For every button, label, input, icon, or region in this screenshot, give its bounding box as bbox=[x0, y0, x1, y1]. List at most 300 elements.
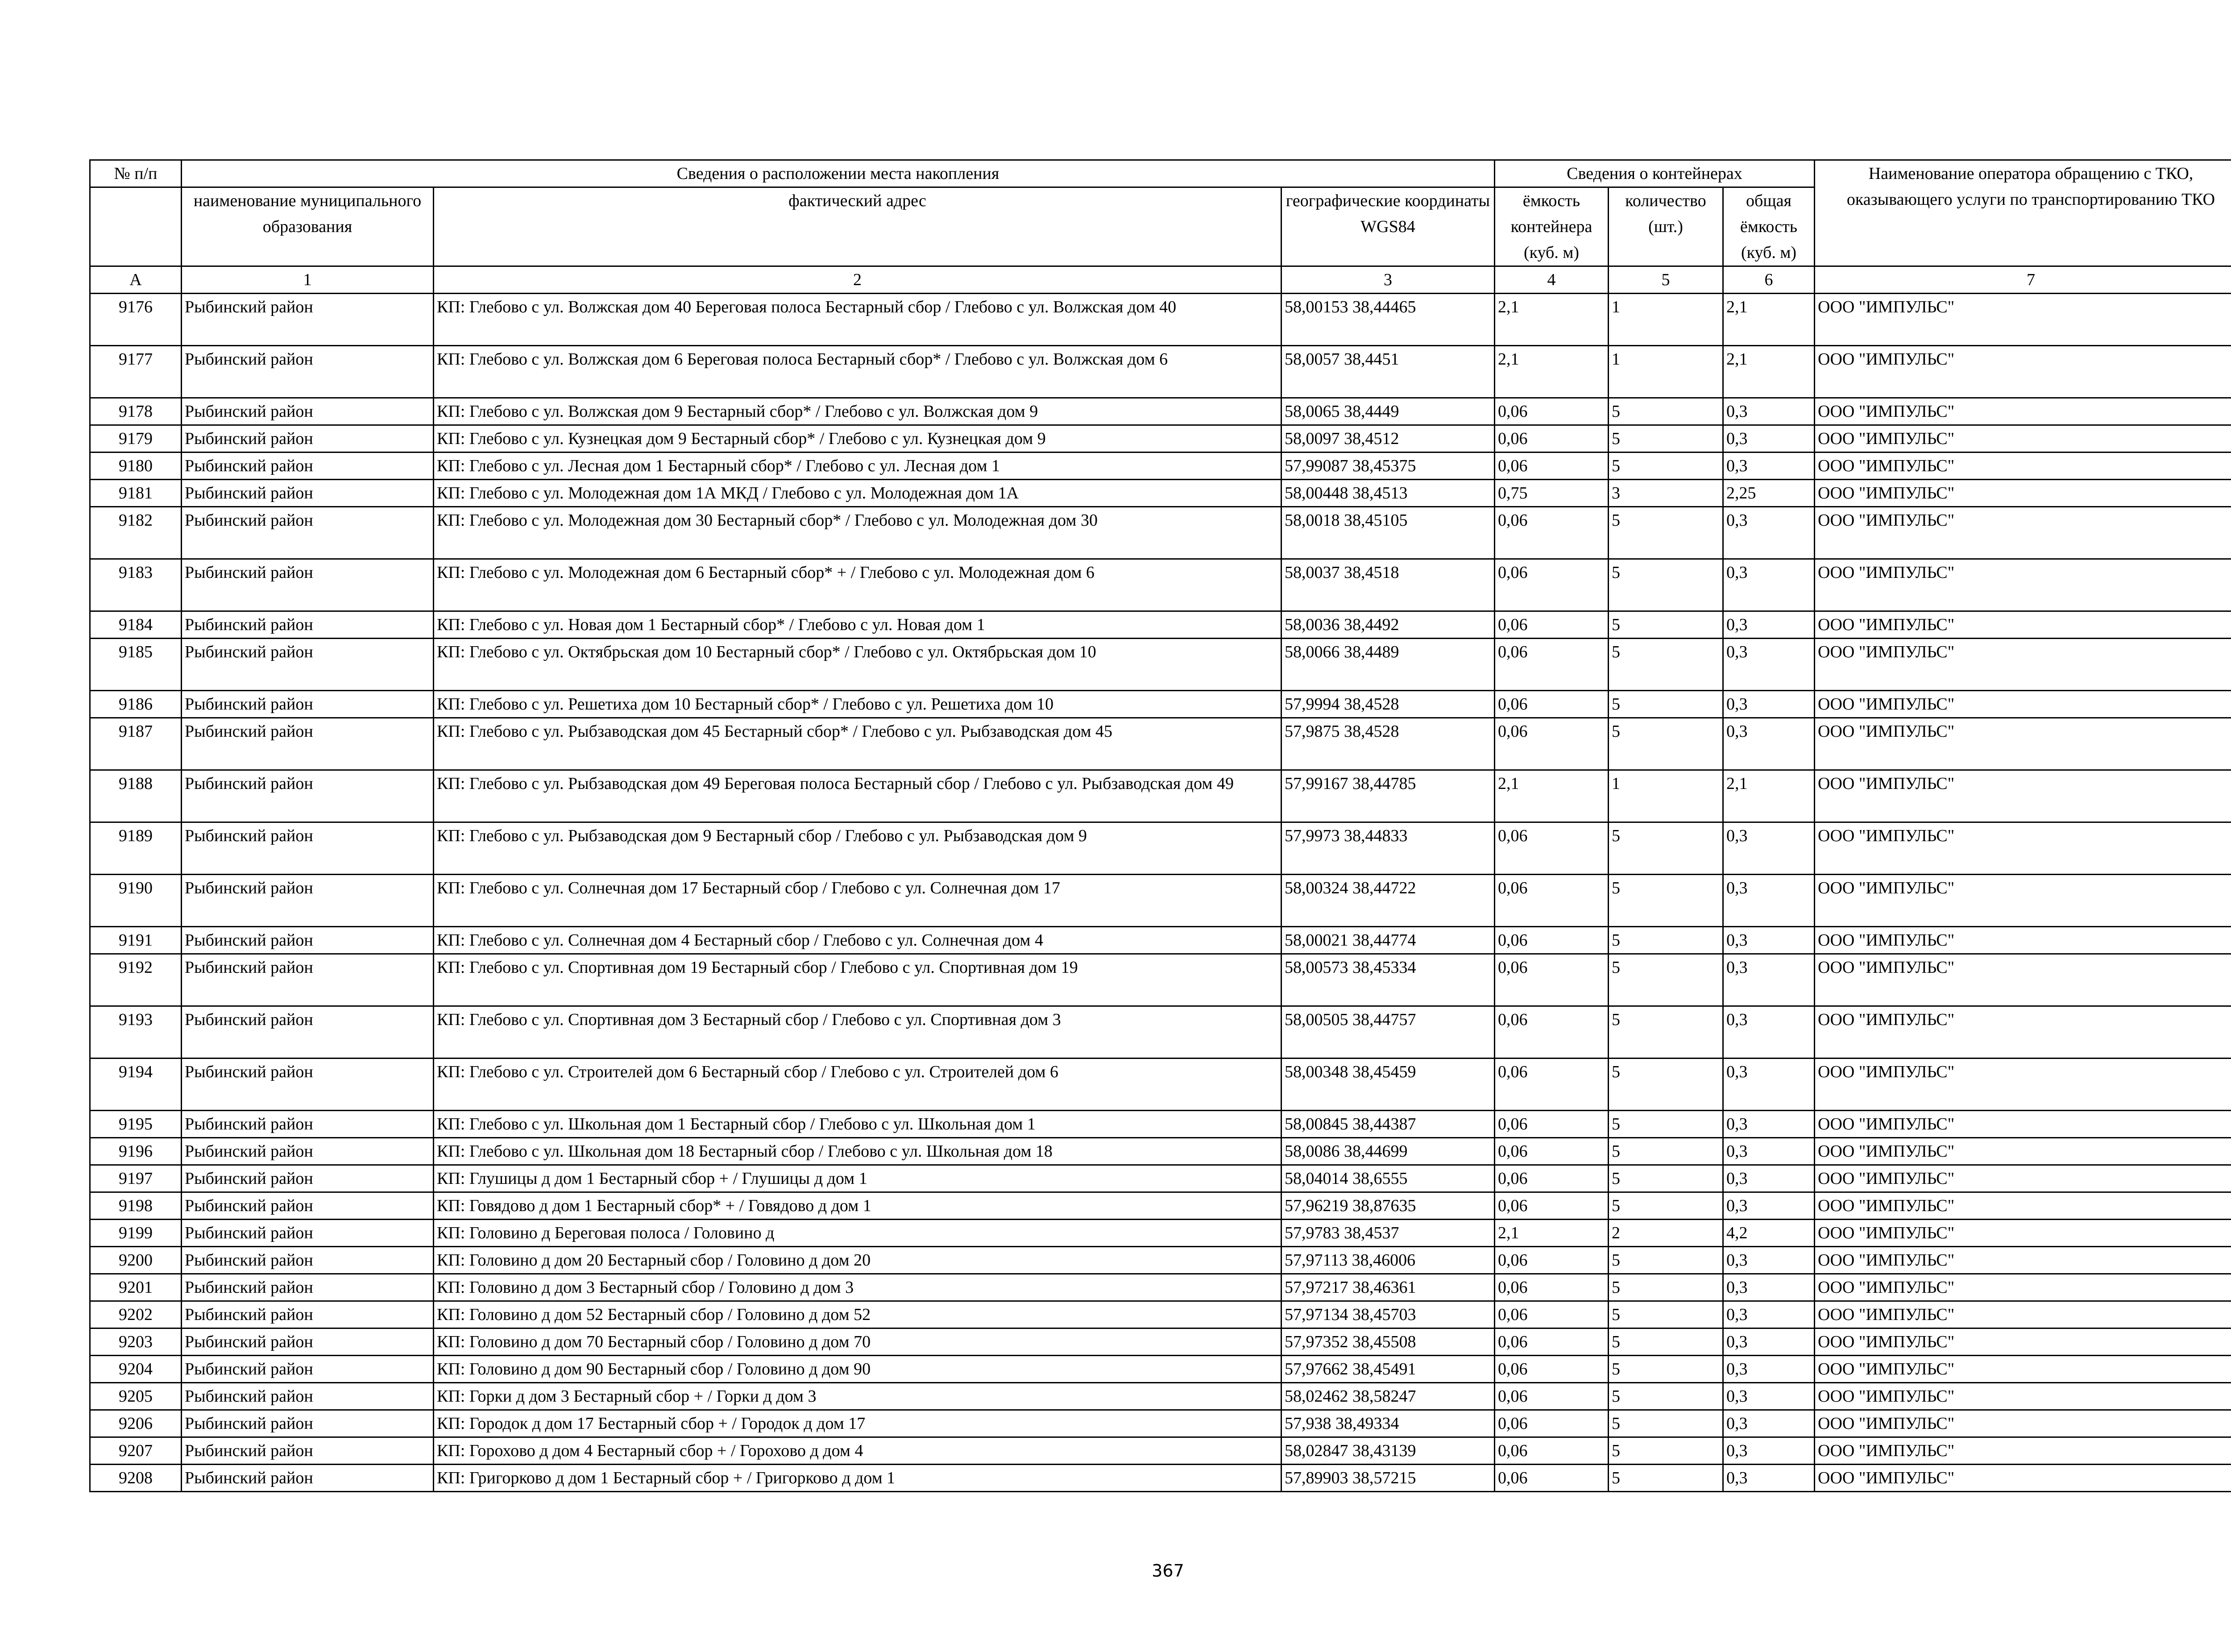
operator-cell: ООО "ИМПУЛЬС" bbox=[1815, 346, 2231, 398]
table-row bbox=[90, 346, 2231, 398]
table-row bbox=[90, 1437, 2231, 1465]
count-cell: 5 bbox=[1609, 1138, 1723, 1165]
waste-site-register-table bbox=[89, 159, 2231, 1492]
total-cell: 2,25 bbox=[1723, 480, 1815, 507]
count-cell: 5 bbox=[1609, 1058, 1723, 1111]
address-cell: КП: Глебово с ул. Рыбзаводская дом 9 Бестарный сбор / Глебово с ул. Рыбзаводская дом 9 bbox=[434, 822, 1281, 875]
column-index: 7 bbox=[1815, 266, 2231, 294]
total-cell: 0,3 bbox=[1723, 1111, 1815, 1138]
header-total: общая ёмкость (куб. м) bbox=[1723, 187, 1815, 266]
count-cell: 5 bbox=[1609, 691, 1723, 718]
total-cell: 0,3 bbox=[1723, 1138, 1815, 1165]
capacity-cell: 0,06 bbox=[1495, 822, 1609, 875]
operator-cell: ООО "ИМПУЛЬС" bbox=[1815, 398, 2231, 425]
table-row bbox=[90, 954, 2231, 1006]
header-location-group: Сведения о расположении места накопления bbox=[182, 160, 1495, 187]
capacity-cell: 0,06 bbox=[1495, 398, 1609, 425]
count-cell: 5 bbox=[1609, 611, 1723, 639]
total-cell: 0,3 bbox=[1723, 1383, 1815, 1410]
operator-cell: ООО "ИМПУЛЬС" bbox=[1815, 480, 2231, 507]
table-row bbox=[90, 1465, 2231, 1492]
count-cell: 5 bbox=[1609, 1301, 1723, 1328]
capacity-cell: 2,1 bbox=[1495, 346, 1609, 398]
operator-cell: ООО "ИМПУЛЬС" bbox=[1815, 1111, 2231, 1138]
coords-cell: 58,0036 38,4492 bbox=[1281, 611, 1495, 639]
municipality-cell: Рыбинский район bbox=[182, 507, 434, 559]
row-number: 9183 bbox=[90, 559, 182, 611]
coords-cell: 57,96219 38,87635 bbox=[1281, 1192, 1495, 1220]
total-cell: 0,3 bbox=[1723, 1192, 1815, 1220]
coords-cell: 58,0018 38,45105 bbox=[1281, 507, 1495, 559]
address-cell: КП: Головино д дом 20 Бестарный сбор / Головино д дом 20 bbox=[434, 1247, 1281, 1274]
row-number: 9200 bbox=[90, 1247, 182, 1274]
table-row bbox=[90, 507, 2231, 559]
address-cell: КП: Головино д дом 52 Бестарный сбор / Головино д дом 52 bbox=[434, 1301, 1281, 1328]
address-cell: КП: Глебово с ул. Солнечная дом 4 Бестарный сбор / Глебово с ул. Солнечная дом 4 bbox=[434, 927, 1281, 954]
count-cell: 5 bbox=[1609, 1356, 1723, 1383]
row-number: 9195 bbox=[90, 1111, 182, 1138]
municipality-cell: Рыбинский район bbox=[182, 1328, 434, 1356]
coords-cell: 58,0037 38,4518 bbox=[1281, 559, 1495, 611]
address-cell: КП: Глебово с ул. Молодежная дом 1А МКД / Глебово с ул. Молодежная дом 1А bbox=[434, 480, 1281, 507]
coords-cell: 57,9875 38,4528 bbox=[1281, 718, 1495, 770]
table-body bbox=[90, 294, 2231, 1492]
operator-cell: ООО "ИМПУЛЬС" bbox=[1815, 294, 2231, 346]
table-row bbox=[90, 1058, 2231, 1111]
capacity-cell: 0,06 bbox=[1495, 875, 1609, 927]
address-cell: КП: Горохово д дом 4 Бестарный сбор + / Горохово д дом 4 bbox=[434, 1437, 1281, 1465]
coords-cell: 57,99167 38,44785 bbox=[1281, 770, 1495, 822]
column-index-row bbox=[90, 266, 2231, 294]
municipality-cell: Рыбинский район bbox=[182, 822, 434, 875]
coords-cell: 58,00505 38,44757 bbox=[1281, 1006, 1495, 1058]
total-cell: 0,3 bbox=[1723, 1410, 1815, 1437]
coords-cell: 58,00348 38,45459 bbox=[1281, 1058, 1495, 1111]
table-row bbox=[90, 1328, 2231, 1356]
municipality-cell: Рыбинский район bbox=[182, 559, 434, 611]
column-index: А bbox=[90, 266, 182, 294]
coords-cell: 58,04014 38,6555 bbox=[1281, 1165, 1495, 1192]
municipality-cell: Рыбинский район bbox=[182, 1058, 434, 1111]
capacity-cell: 0,75 bbox=[1495, 480, 1609, 507]
total-cell: 2,1 bbox=[1723, 294, 1815, 346]
count-cell: 5 bbox=[1609, 452, 1723, 480]
count-cell: 5 bbox=[1609, 1006, 1723, 1058]
address-cell: КП: Городок д дом 17 Бестарный сбор + / Городок д дом 17 bbox=[434, 1410, 1281, 1437]
total-cell: 0,3 bbox=[1723, 875, 1815, 927]
operator-cell: ООО "ИМПУЛЬС" bbox=[1815, 1165, 2231, 1192]
coords-cell: 57,99087 38,45375 bbox=[1281, 452, 1495, 480]
address-cell: КП: Глебово с ул. Волжская дом 6 Береговая полоса Бестарный сбор* / Глебово с ул. Волжская дом 6 bbox=[434, 346, 1281, 398]
address-cell: КП: Глебово с ул. Новая дом 1 Бестарный сбор* / Глебово с ул. Новая дом 1 bbox=[434, 611, 1281, 639]
table-row bbox=[90, 718, 2231, 770]
total-cell: 0,3 bbox=[1723, 1328, 1815, 1356]
column-index: 3 bbox=[1281, 266, 1495, 294]
table-row bbox=[90, 425, 2231, 452]
address-cell: КП: Глебово с ул. Кузнецкая дом 9 Бестарный сбор* / Глебово с ул. Кузнецкая дом 9 bbox=[434, 425, 1281, 452]
municipality-cell: Рыбинский район bbox=[182, 1220, 434, 1247]
total-cell: 0,3 bbox=[1723, 1247, 1815, 1274]
coords-cell: 58,00448 38,4513 bbox=[1281, 480, 1495, 507]
row-number: 9192 bbox=[90, 954, 182, 1006]
header-num-blank bbox=[90, 187, 182, 266]
row-number: 9198 bbox=[90, 1192, 182, 1220]
table-row bbox=[90, 1274, 2231, 1301]
total-cell: 0,3 bbox=[1723, 611, 1815, 639]
total-cell: 0,3 bbox=[1723, 1437, 1815, 1465]
coords-cell: 58,00324 38,44722 bbox=[1281, 875, 1495, 927]
total-cell: 0,3 bbox=[1723, 1356, 1815, 1383]
total-cell: 0,3 bbox=[1723, 1274, 1815, 1301]
table-row bbox=[90, 398, 2231, 425]
table-row bbox=[90, 1301, 2231, 1328]
row-number: 9188 bbox=[90, 770, 182, 822]
count-cell: 5 bbox=[1609, 559, 1723, 611]
coords-cell: 57,89903 38,57215 bbox=[1281, 1465, 1495, 1492]
operator-cell: ООО "ИМПУЛЬС" bbox=[1815, 1383, 2231, 1410]
capacity-cell: 0,06 bbox=[1495, 691, 1609, 718]
capacity-cell: 0,06 bbox=[1495, 927, 1609, 954]
row-number: 9208 bbox=[90, 1465, 182, 1492]
total-cell: 2,1 bbox=[1723, 346, 1815, 398]
table-row bbox=[90, 770, 2231, 822]
row-number: 9196 bbox=[90, 1138, 182, 1165]
total-cell: 4,2 bbox=[1723, 1220, 1815, 1247]
coords-cell: 57,938 38,49334 bbox=[1281, 1410, 1495, 1437]
total-cell: 2,1 bbox=[1723, 770, 1815, 822]
municipality-cell: Рыбинский район bbox=[182, 1465, 434, 1492]
capacity-cell: 0,06 bbox=[1495, 425, 1609, 452]
coords-cell: 57,97134 38,45703 bbox=[1281, 1301, 1495, 1328]
table-row bbox=[90, 1220, 2231, 1247]
municipality-cell: Рыбинский район bbox=[182, 1410, 434, 1437]
capacity-cell: 0,06 bbox=[1495, 1138, 1609, 1165]
municipality-cell: Рыбинский район bbox=[182, 425, 434, 452]
capacity-cell: 0,06 bbox=[1495, 1006, 1609, 1058]
capacity-cell: 0,06 bbox=[1495, 507, 1609, 559]
capacity-cell: 0,06 bbox=[1495, 1410, 1609, 1437]
total-cell: 0,3 bbox=[1723, 1165, 1815, 1192]
row-number: 9179 bbox=[90, 425, 182, 452]
coords-cell: 58,00021 38,44774 bbox=[1281, 927, 1495, 954]
capacity-cell: 0,06 bbox=[1495, 1247, 1609, 1274]
municipality-cell: Рыбинский район bbox=[182, 1006, 434, 1058]
table-row bbox=[90, 452, 2231, 480]
column-index: 4 bbox=[1495, 266, 1609, 294]
capacity-cell: 0,06 bbox=[1495, 1437, 1609, 1465]
column-index: 1 bbox=[182, 266, 434, 294]
operator-cell: ООО "ИМПУЛЬС" bbox=[1815, 1006, 2231, 1058]
municipality-cell: Рыбинский район bbox=[182, 718, 434, 770]
coords-cell: 58,0065 38,4449 bbox=[1281, 398, 1495, 425]
register-sheet bbox=[89, 159, 2231, 1492]
coords-cell: 57,9973 38,44833 bbox=[1281, 822, 1495, 875]
table-row bbox=[90, 1111, 2231, 1138]
operator-cell: ООО "ИМПУЛЬС" bbox=[1815, 875, 2231, 927]
count-cell: 5 bbox=[1609, 1274, 1723, 1301]
table-row bbox=[90, 875, 2231, 927]
address-cell: КП: Глебово с ул. Молодежная дом 30 Бестарный сбор* / Глебово с ул. Молодежная дом 30 bbox=[434, 507, 1281, 559]
coords-cell: 58,0057 38,4451 bbox=[1281, 346, 1495, 398]
count-cell: 5 bbox=[1609, 507, 1723, 559]
operator-cell: ООО "ИМПУЛЬС" bbox=[1815, 718, 2231, 770]
table-row bbox=[90, 691, 2231, 718]
total-cell: 0,3 bbox=[1723, 398, 1815, 425]
address-cell: КП: Глебово с ул. Строителей дом 6 Бестарный сбор / Глебово с ул. Строителей дом 6 bbox=[434, 1058, 1281, 1111]
page-number: 367 bbox=[1152, 1561, 1184, 1581]
capacity-cell: 0,06 bbox=[1495, 954, 1609, 1006]
address-cell: КП: Головино д дом 90 Бестарный сбор / Головино д дом 90 bbox=[434, 1356, 1281, 1383]
coords-cell: 58,0086 38,44699 bbox=[1281, 1138, 1495, 1165]
municipality-cell: Рыбинский район bbox=[182, 1383, 434, 1410]
address-cell: КП: Глебово с ул. Лесная дом 1 Бестарный сбор* / Глебово с ул. Лесная дом 1 bbox=[434, 452, 1281, 480]
operator-cell: ООО "ИМПУЛЬС" bbox=[1815, 507, 2231, 559]
count-cell: 5 bbox=[1609, 1165, 1723, 1192]
count-cell: 5 bbox=[1609, 1192, 1723, 1220]
municipality-cell: Рыбинский район bbox=[182, 1165, 434, 1192]
count-cell: 5 bbox=[1609, 1247, 1723, 1274]
total-cell: 0,3 bbox=[1723, 718, 1815, 770]
column-index: 2 bbox=[434, 266, 1281, 294]
table-row bbox=[90, 611, 2231, 639]
column-index: 6 bbox=[1723, 266, 1815, 294]
count-cell: 5 bbox=[1609, 1328, 1723, 1356]
count-cell: 1 bbox=[1609, 346, 1723, 398]
capacity-cell: 0,06 bbox=[1495, 718, 1609, 770]
row-number: 9186 bbox=[90, 691, 182, 718]
address-cell: КП: Головино д дом 70 Бестарный сбор / Головино д дом 70 bbox=[434, 1328, 1281, 1356]
count-cell: 1 bbox=[1609, 294, 1723, 346]
operator-cell: ООО "ИМПУЛЬС" bbox=[1815, 1247, 2231, 1274]
row-number: 9206 bbox=[90, 1410, 182, 1437]
table-row bbox=[90, 1247, 2231, 1274]
row-number: 9190 bbox=[90, 875, 182, 927]
capacity-cell: 0,06 bbox=[1495, 1111, 1609, 1138]
coords-cell: 57,9994 38,4528 bbox=[1281, 691, 1495, 718]
row-number: 9191 bbox=[90, 927, 182, 954]
address-cell: КП: Глебово с ул. Школьная дом 1 Бестарный сбор / Глебово с ул. Школьная дом 1 bbox=[434, 1111, 1281, 1138]
operator-cell: ООО "ИМПУЛЬС" bbox=[1815, 1410, 2231, 1437]
count-cell: 5 bbox=[1609, 718, 1723, 770]
operator-cell: ООО "ИМПУЛЬС" bbox=[1815, 1274, 2231, 1301]
table-header bbox=[90, 160, 2231, 294]
address-cell: КП: Глебово с ул. Рыбзаводская дом 45 Бестарный сбор* / Глебово с ул. Рыбзаводская дом 45 bbox=[434, 718, 1281, 770]
header-address: фактический адрес bbox=[434, 187, 1281, 266]
address-cell: КП: Глебово с ул. Солнечная дом 17 Бестарный сбор / Глебово с ул. Солнечная дом 17 bbox=[434, 875, 1281, 927]
coords-cell: 58,02847 38,43139 bbox=[1281, 1437, 1495, 1465]
coords-cell: 58,0066 38,4489 bbox=[1281, 639, 1495, 691]
coords-cell: 57,97662 38,45491 bbox=[1281, 1356, 1495, 1383]
count-cell: 5 bbox=[1609, 875, 1723, 927]
row-number: 9187 bbox=[90, 718, 182, 770]
count-cell: 5 bbox=[1609, 954, 1723, 1006]
address-cell: КП: Григорково д дом 1 Бестарный сбор + / Григорково д дом 1 bbox=[434, 1465, 1281, 1492]
row-number: 9178 bbox=[90, 398, 182, 425]
row-number: 9189 bbox=[90, 822, 182, 875]
capacity-cell: 0,06 bbox=[1495, 559, 1609, 611]
municipality-cell: Рыбинский район bbox=[182, 452, 434, 480]
total-cell: 0,3 bbox=[1723, 1058, 1815, 1111]
capacity-cell: 2,1 bbox=[1495, 294, 1609, 346]
row-number: 9181 bbox=[90, 480, 182, 507]
row-number: 9182 bbox=[90, 507, 182, 559]
row-number: 9201 bbox=[90, 1274, 182, 1301]
header-capacity: ёмкость контейнера (куб. м) bbox=[1495, 187, 1609, 266]
capacity-cell: 0,06 bbox=[1495, 1058, 1609, 1111]
coords-cell: 58,00153 38,44465 bbox=[1281, 294, 1495, 346]
address-cell: КП: Глебово с ул. Октябрьская дом 10 Бестарный сбор* / Глебово с ул. Октябрьская дом 10 bbox=[434, 639, 1281, 691]
row-number: 9176 bbox=[90, 294, 182, 346]
row-number: 9203 bbox=[90, 1328, 182, 1356]
header-num: № п/п bbox=[90, 160, 182, 187]
capacity-cell: 2,1 bbox=[1495, 1220, 1609, 1247]
row-number: 9184 bbox=[90, 611, 182, 639]
municipality-cell: Рыбинский район bbox=[182, 1274, 434, 1301]
municipality-cell: Рыбинский район bbox=[182, 398, 434, 425]
municipality-cell: Рыбинский район bbox=[182, 346, 434, 398]
count-cell: 5 bbox=[1609, 1465, 1723, 1492]
address-cell: КП: Глебово с ул. Молодежная дом 6 Бестарный сбор* + / Глебово с ул. Молодежная дом 6 bbox=[434, 559, 1281, 611]
municipality-cell: Рыбинский район bbox=[182, 1437, 434, 1465]
coords-cell: 58,00573 38,45334 bbox=[1281, 954, 1495, 1006]
column-index: 5 bbox=[1609, 266, 1723, 294]
municipality-cell: Рыбинский район bbox=[182, 1356, 434, 1383]
operator-cell: ООО "ИМПУЛЬС" bbox=[1815, 639, 2231, 691]
coords-cell: 57,97113 38,46006 bbox=[1281, 1247, 1495, 1274]
municipality-cell: Рыбинский район bbox=[182, 294, 434, 346]
address-cell: КП: Глебово с ул. Школьная дом 18 Бестарный сбор / Глебово с ул. Школьная дом 18 bbox=[434, 1138, 1281, 1165]
count-cell: 5 bbox=[1609, 425, 1723, 452]
capacity-cell: 0,06 bbox=[1495, 1192, 1609, 1220]
address-cell: КП: Глебово с ул. Рыбзаводская дом 49 Береговая полоса Бестарный сбор / Глебово с ул. Рыбзаводская дом 49 bbox=[434, 770, 1281, 822]
municipality-cell: Рыбинский район bbox=[182, 927, 434, 954]
operator-cell: ООО "ИМПУЛЬС" bbox=[1815, 559, 2231, 611]
operator-cell: ООО "ИМПУЛЬС" bbox=[1815, 954, 2231, 1006]
municipality-cell: Рыбинский район bbox=[182, 1111, 434, 1138]
table-row bbox=[90, 1192, 2231, 1220]
municipality-cell: Рыбинский район bbox=[182, 1301, 434, 1328]
coords-cell: 58,02462 38,58247 bbox=[1281, 1383, 1495, 1410]
municipality-cell: Рыбинский район bbox=[182, 1247, 434, 1274]
address-cell: КП: Глебово с ул. Решетиха дом 10 Бестарный сбор* / Глебово с ул. Решетиха дом 10 bbox=[434, 691, 1281, 718]
coords-cell: 57,97217 38,46361 bbox=[1281, 1274, 1495, 1301]
address-cell: КП: Головино д дом 3 Бестарный сбор / Головино д дом 3 bbox=[434, 1274, 1281, 1301]
row-number: 9197 bbox=[90, 1165, 182, 1192]
coords-cell: 58,0097 38,4512 bbox=[1281, 425, 1495, 452]
capacity-cell: 2,1 bbox=[1495, 770, 1609, 822]
header-coords: географические координаты WGS84 bbox=[1281, 187, 1495, 266]
total-cell: 0,3 bbox=[1723, 507, 1815, 559]
operator-cell: ООО "ИМПУЛЬС" bbox=[1815, 770, 2231, 822]
row-number: 9202 bbox=[90, 1301, 182, 1328]
capacity-cell: 0,06 bbox=[1495, 639, 1609, 691]
header-count: количество (шт.) bbox=[1609, 187, 1723, 266]
count-cell: 5 bbox=[1609, 1410, 1723, 1437]
municipality-cell: Рыбинский район bbox=[182, 875, 434, 927]
table-row bbox=[90, 1356, 2231, 1383]
total-cell: 0,3 bbox=[1723, 691, 1815, 718]
operator-cell: ООО "ИМПУЛЬС" bbox=[1815, 452, 2231, 480]
municipality-cell: Рыбинский район bbox=[182, 691, 434, 718]
municipality-cell: Рыбинский район bbox=[182, 611, 434, 639]
address-cell: КП: Глебово с ул. Волжская дом 40 Береговая полоса Бестарный сбор / Глебово с ул. Волжская дом 40 bbox=[434, 294, 1281, 346]
operator-cell: ООО "ИМПУЛЬС" bbox=[1815, 822, 2231, 875]
address-cell: КП: Глушицы д дом 1 Бестарный сбор + / Глушицы д дом 1 bbox=[434, 1165, 1281, 1192]
operator-cell: ООО "ИМПУЛЬС" bbox=[1815, 1465, 2231, 1492]
header-operator: Наименование оператора обращению с ТКО, оказывающего услуги по транспортированию ТКО bbox=[1815, 160, 2231, 266]
capacity-cell: 0,06 bbox=[1495, 1356, 1609, 1383]
row-number: 9194 bbox=[90, 1058, 182, 1111]
total-cell: 0,3 bbox=[1723, 639, 1815, 691]
operator-cell: ООО "ИМПУЛЬС" bbox=[1815, 1328, 2231, 1356]
operator-cell: ООО "ИМПУЛЬС" bbox=[1815, 1192, 2231, 1220]
table-row bbox=[90, 559, 2231, 611]
row-number: 9180 bbox=[90, 452, 182, 480]
total-cell: 0,3 bbox=[1723, 822, 1815, 875]
total-cell: 0,3 bbox=[1723, 1465, 1815, 1492]
row-number: 9207 bbox=[90, 1437, 182, 1465]
count-cell: 5 bbox=[1609, 1111, 1723, 1138]
count-cell: 5 bbox=[1609, 1383, 1723, 1410]
count-cell: 1 bbox=[1609, 770, 1723, 822]
table-row bbox=[90, 822, 2231, 875]
coords-cell: 57,9783 38,4537 bbox=[1281, 1220, 1495, 1247]
capacity-cell: 0,06 bbox=[1495, 611, 1609, 639]
operator-cell: ООО "ИМПУЛЬС" bbox=[1815, 611, 2231, 639]
total-cell: 0,3 bbox=[1723, 452, 1815, 480]
operator-cell: ООО "ИМПУЛЬС" bbox=[1815, 425, 2231, 452]
count-cell: 5 bbox=[1609, 1437, 1723, 1465]
table-row bbox=[90, 1138, 2231, 1165]
capacity-cell: 0,06 bbox=[1495, 1301, 1609, 1328]
address-cell: КП: Глебово с ул. Спортивная дом 3 Бестарный сбор / Глебово с ул. Спортивная дом 3 bbox=[434, 1006, 1281, 1058]
address-cell: КП: Глебово с ул. Волжская дом 9 Бестарный сбор* / Глебово с ул. Волжская дом 9 bbox=[434, 398, 1281, 425]
total-cell: 0,3 bbox=[1723, 954, 1815, 1006]
capacity-cell: 0,06 bbox=[1495, 1465, 1609, 1492]
table-row bbox=[90, 1006, 2231, 1058]
table-row bbox=[90, 1165, 2231, 1192]
count-cell: 2 bbox=[1609, 1220, 1723, 1247]
total-cell: 0,3 bbox=[1723, 1006, 1815, 1058]
count-cell: 3 bbox=[1609, 480, 1723, 507]
count-cell: 5 bbox=[1609, 398, 1723, 425]
header-container-group: Сведения о контейнерах bbox=[1495, 160, 1815, 187]
operator-cell: ООО "ИМПУЛЬС" bbox=[1815, 927, 2231, 954]
total-cell: 0,3 bbox=[1723, 559, 1815, 611]
row-number: 9193 bbox=[90, 1006, 182, 1058]
row-number: 9185 bbox=[90, 639, 182, 691]
municipality-cell: Рыбинский район bbox=[182, 770, 434, 822]
operator-cell: ООО "ИМПУЛЬС" bbox=[1815, 1058, 2231, 1111]
row-number: 9199 bbox=[90, 1220, 182, 1247]
capacity-cell: 0,06 bbox=[1495, 1383, 1609, 1410]
total-cell: 0,3 bbox=[1723, 1301, 1815, 1328]
total-cell: 0,3 bbox=[1723, 927, 1815, 954]
operator-cell: ООО "ИМПУЛЬС" bbox=[1815, 1138, 2231, 1165]
coords-cell: 57,97352 38,45508 bbox=[1281, 1328, 1495, 1356]
operator-cell: ООО "ИМПУЛЬС" bbox=[1815, 691, 2231, 718]
header-municipality: наименование муниципального образования bbox=[182, 187, 434, 266]
operator-cell: ООО "ИМПУЛЬС" bbox=[1815, 1356, 2231, 1383]
table-row bbox=[90, 294, 2231, 346]
row-number: 9177 bbox=[90, 346, 182, 398]
municipality-cell: Рыбинский район bbox=[182, 954, 434, 1006]
municipality-cell: Рыбинский район bbox=[182, 1192, 434, 1220]
capacity-cell: 0,06 bbox=[1495, 1328, 1609, 1356]
capacity-cell: 0,06 bbox=[1495, 1274, 1609, 1301]
operator-cell: ООО "ИМПУЛЬС" bbox=[1815, 1301, 2231, 1328]
table-row bbox=[90, 480, 2231, 507]
